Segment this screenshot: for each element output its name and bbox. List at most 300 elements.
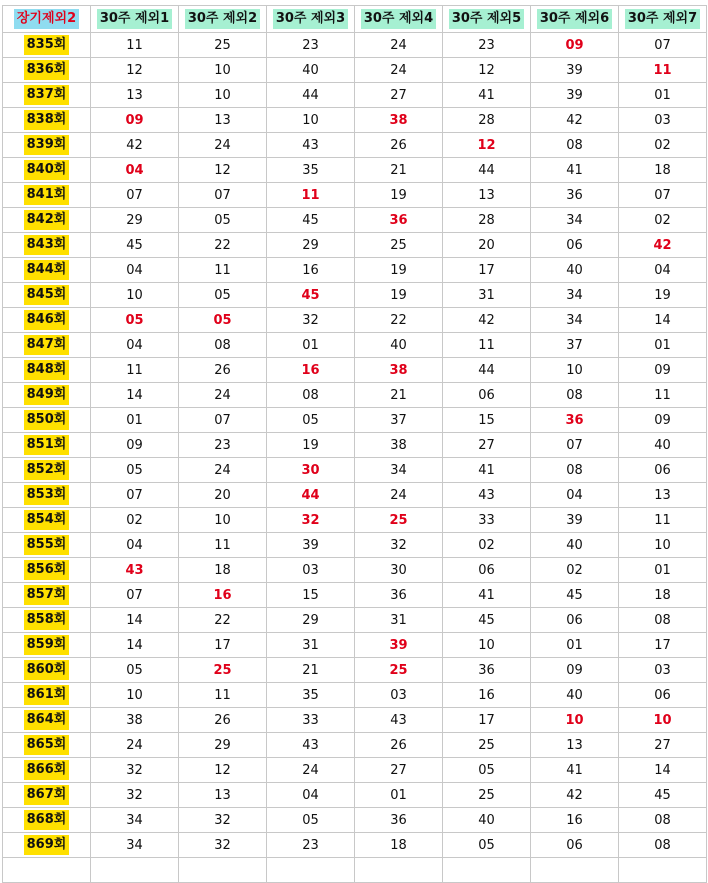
number-cell (91, 808, 179, 833)
number-value: 02 (126, 512, 143, 528)
number-value: 17 (478, 262, 495, 278)
number-value: 45 (654, 787, 671, 803)
number-cell (355, 458, 443, 483)
number-cell (531, 758, 619, 783)
round-label: 866회 (24, 760, 70, 780)
highlighted-number: 09 (565, 37, 584, 53)
number-value: 01 (654, 562, 671, 578)
round-cell (3, 133, 91, 158)
number-value: 22 (390, 312, 407, 328)
number-value: 30 (390, 562, 407, 578)
number-cell (267, 333, 355, 358)
table-row (3, 333, 707, 358)
number-cell (179, 583, 267, 608)
round-cell (3, 58, 91, 83)
number-value: 43 (302, 737, 319, 753)
number-cell (355, 133, 443, 158)
number-cell (91, 708, 179, 733)
number-cell (619, 658, 707, 683)
number-value: 13 (126, 87, 143, 103)
number-cell (267, 558, 355, 583)
number-cell (443, 533, 531, 558)
number-value: 38 (126, 712, 143, 728)
number-value: 05 (302, 412, 319, 428)
number-value: 26 (214, 362, 231, 378)
number-value: 43 (302, 137, 319, 153)
number-cell (443, 133, 531, 158)
number-value: 25 (214, 37, 231, 53)
header-row (3, 6, 707, 33)
number-cell (267, 408, 355, 433)
round-cell (3, 633, 91, 658)
round-label: 868회 (24, 810, 70, 830)
number-cell (267, 683, 355, 708)
number-value: 36 (390, 812, 407, 828)
number-cell (91, 108, 179, 133)
table-row (3, 458, 707, 483)
header-30w-exclusion-7 (619, 6, 707, 33)
number-value: 08 (654, 812, 671, 828)
table-row (3, 708, 707, 733)
number-value: 14 (654, 762, 671, 778)
number-cell (91, 158, 179, 183)
number-value: 17 (214, 637, 231, 653)
number-value: 36 (390, 587, 407, 603)
number-cell (619, 708, 707, 733)
round-cell (3, 108, 91, 133)
number-cell (91, 308, 179, 333)
number-cell (355, 583, 443, 608)
number-cell (91, 458, 179, 483)
number-cell (355, 608, 443, 633)
table-row (3, 483, 707, 508)
number-value: 03 (654, 662, 671, 678)
number-value: 40 (478, 812, 495, 828)
number-value: 16 (302, 262, 319, 278)
number-value: 01 (390, 787, 407, 803)
number-cell (619, 583, 707, 608)
number-value: 29 (302, 612, 319, 628)
number-cell (531, 783, 619, 808)
round-label: 864회 (24, 710, 70, 730)
number-cell (267, 433, 355, 458)
number-value: 31 (390, 612, 407, 628)
number-cell (531, 58, 619, 83)
number-value: 01 (654, 337, 671, 353)
number-value: 02 (478, 537, 495, 553)
number-value: 18 (654, 162, 671, 178)
table-row (3, 633, 707, 658)
empty-cell (3, 858, 91, 883)
number-value: 32 (126, 762, 143, 778)
number-cell (443, 108, 531, 133)
round-label: 859회 (24, 635, 70, 655)
number-value: 10 (214, 62, 231, 78)
highlighted-number: 11 (301, 187, 320, 203)
number-value: 06 (566, 612, 583, 628)
number-value: 36 (566, 187, 583, 203)
number-cell (531, 533, 619, 558)
number-value: 24 (302, 762, 319, 778)
number-cell (179, 458, 267, 483)
number-cell (179, 333, 267, 358)
table-row (3, 608, 707, 633)
number-cell (355, 483, 443, 508)
number-cell (267, 108, 355, 133)
number-value: 07 (566, 437, 583, 453)
header-label: 30주 제외3 (273, 9, 348, 29)
number-cell (531, 233, 619, 258)
number-cell (531, 383, 619, 408)
number-value: 41 (566, 162, 583, 178)
number-value: 40 (566, 262, 583, 278)
number-cell (179, 183, 267, 208)
number-value: 23 (302, 837, 319, 853)
round-cell (3, 608, 91, 633)
number-cell (91, 183, 179, 208)
number-cell (355, 83, 443, 108)
number-cell (443, 558, 531, 583)
number-value: 14 (126, 637, 143, 653)
number-cell (619, 508, 707, 533)
number-value: 45 (302, 212, 319, 228)
number-cell (91, 583, 179, 608)
number-value: 29 (302, 237, 319, 253)
number-value: 07 (214, 187, 231, 203)
number-cell (619, 208, 707, 233)
number-value: 09 (566, 662, 583, 678)
number-cell (179, 208, 267, 233)
highlighted-number: 39 (389, 637, 408, 653)
round-label: 858회 (24, 610, 70, 630)
number-value: 05 (478, 762, 495, 778)
round-cell (3, 533, 91, 558)
number-value: 07 (214, 412, 231, 428)
number-value: 10 (478, 637, 495, 653)
round-label: 869회 (24, 835, 70, 855)
number-value: 01 (302, 337, 319, 353)
round-cell (3, 233, 91, 258)
number-cell (619, 133, 707, 158)
highlighted-number: 05 (213, 312, 232, 328)
round-cell (3, 833, 91, 858)
header-label: 30주 제외7 (625, 9, 700, 29)
round-label: 835회 (24, 35, 70, 55)
round-label: 848회 (24, 360, 70, 380)
number-cell (443, 258, 531, 283)
number-cell (619, 733, 707, 758)
number-cell (443, 458, 531, 483)
number-value: 03 (390, 687, 407, 703)
table-row (3, 833, 707, 858)
number-cell (179, 608, 267, 633)
number-cell (267, 583, 355, 608)
number-cell (179, 558, 267, 583)
number-cell (267, 533, 355, 558)
number-cell (179, 433, 267, 458)
number-cell (443, 433, 531, 458)
table-row (3, 758, 707, 783)
number-cell (355, 558, 443, 583)
number-value: 10 (126, 687, 143, 703)
round-cell (3, 483, 91, 508)
round-label: 865회 (24, 735, 70, 755)
number-value: 18 (390, 837, 407, 853)
number-cell (619, 333, 707, 358)
round-cell (3, 83, 91, 108)
number-value: 04 (302, 787, 319, 803)
empty-cell (91, 858, 179, 883)
table-row (3, 133, 707, 158)
number-value: 09 (126, 437, 143, 453)
round-cell (3, 733, 91, 758)
number-value: 40 (566, 687, 583, 703)
number-cell (619, 58, 707, 83)
number-cell (531, 33, 619, 58)
round-label: 846회 (24, 310, 70, 330)
number-value: 34 (126, 837, 143, 853)
round-label: 839회 (24, 135, 70, 155)
round-label: 842회 (24, 210, 70, 230)
number-value: 23 (478, 37, 495, 53)
number-cell (179, 533, 267, 558)
number-cell (91, 658, 179, 683)
round-label: 850회 (24, 410, 70, 430)
number-cell (91, 258, 179, 283)
number-cell (619, 408, 707, 433)
empty-cell (355, 858, 443, 883)
number-cell (531, 558, 619, 583)
number-value: 33 (478, 512, 495, 528)
round-label: 854회 (24, 510, 70, 530)
round-label: 851회 (24, 435, 70, 455)
round-label: 855회 (24, 535, 70, 555)
number-cell (619, 158, 707, 183)
number-cell (179, 358, 267, 383)
number-cell (179, 833, 267, 858)
number-cell (443, 783, 531, 808)
number-value: 24 (214, 387, 231, 403)
number-cell (619, 108, 707, 133)
number-value: 22 (214, 237, 231, 253)
number-value: 25 (478, 787, 495, 803)
highlighted-number: 10 (653, 712, 672, 728)
number-value: 11 (126, 362, 143, 378)
number-cell (179, 108, 267, 133)
empty-cell (443, 858, 531, 883)
number-cell (355, 183, 443, 208)
number-cell (531, 433, 619, 458)
exclusion-number-table (2, 5, 707, 883)
round-cell (3, 683, 91, 708)
number-value: 04 (566, 487, 583, 503)
number-value: 07 (654, 187, 671, 203)
number-cell (531, 808, 619, 833)
number-cell (531, 583, 619, 608)
number-cell (91, 408, 179, 433)
number-cell (91, 508, 179, 533)
number-cell (267, 33, 355, 58)
number-value: 42 (478, 312, 495, 328)
number-cell (179, 258, 267, 283)
round-label: 861회 (24, 685, 70, 705)
table-row (3, 583, 707, 608)
number-cell (91, 608, 179, 633)
number-cell (91, 83, 179, 108)
number-value: 22 (214, 612, 231, 628)
number-cell (443, 683, 531, 708)
highlighted-number: 25 (389, 662, 408, 678)
number-cell (267, 658, 355, 683)
number-cell (91, 533, 179, 558)
highlighted-number: 16 (213, 587, 232, 603)
number-cell (355, 283, 443, 308)
round-label: 853회 (24, 485, 70, 505)
number-cell (267, 633, 355, 658)
number-cell (91, 33, 179, 58)
highlighted-number: 36 (565, 412, 584, 428)
number-cell (443, 208, 531, 233)
number-value: 27 (390, 762, 407, 778)
number-value: 10 (566, 362, 583, 378)
number-cell (267, 58, 355, 83)
number-value: 44 (478, 362, 495, 378)
number-value: 08 (654, 612, 671, 628)
number-cell (91, 433, 179, 458)
number-value: 08 (566, 387, 583, 403)
number-cell (531, 258, 619, 283)
number-value: 31 (478, 287, 495, 303)
round-cell (3, 408, 91, 433)
number-cell (179, 708, 267, 733)
number-value: 19 (390, 287, 407, 303)
number-cell (355, 58, 443, 83)
number-cell (91, 233, 179, 258)
table-row (3, 658, 707, 683)
number-value: 21 (390, 387, 407, 403)
number-value: 06 (478, 562, 495, 578)
number-cell (179, 758, 267, 783)
number-value: 17 (654, 637, 671, 653)
number-cell (531, 108, 619, 133)
number-value: 12 (214, 762, 231, 778)
number-value: 13 (566, 737, 583, 753)
number-cell (355, 833, 443, 858)
number-cell (619, 433, 707, 458)
number-value: 04 (126, 337, 143, 353)
highlighted-number: 38 (389, 112, 408, 128)
header-long-exclusion (3, 6, 91, 33)
number-cell (267, 183, 355, 208)
number-value: 13 (214, 112, 231, 128)
number-cell (443, 308, 531, 333)
number-cell (619, 808, 707, 833)
highlighted-number: 11 (653, 62, 672, 78)
number-value: 01 (566, 637, 583, 653)
number-value: 20 (214, 487, 231, 503)
number-cell (619, 383, 707, 408)
highlighted-number: 43 (125, 562, 144, 578)
number-cell (531, 358, 619, 383)
number-value: 32 (126, 787, 143, 803)
table-row (3, 233, 707, 258)
number-cell (443, 508, 531, 533)
number-value: 42 (566, 787, 583, 803)
number-value: 24 (390, 62, 407, 78)
number-value: 32 (390, 537, 407, 553)
number-value: 08 (566, 462, 583, 478)
number-value: 19 (390, 262, 407, 278)
number-cell (91, 833, 179, 858)
number-value: 24 (126, 737, 143, 753)
round-cell (3, 558, 91, 583)
number-value: 34 (126, 812, 143, 828)
round-cell (3, 183, 91, 208)
number-cell (619, 783, 707, 808)
number-value: 39 (566, 62, 583, 78)
number-value: 05 (214, 212, 231, 228)
number-value: 06 (566, 237, 583, 253)
number-cell (267, 158, 355, 183)
number-cell (443, 83, 531, 108)
highlighted-number: 16 (301, 362, 320, 378)
number-value: 43 (390, 712, 407, 728)
number-value: 27 (390, 87, 407, 103)
number-value: 29 (214, 737, 231, 753)
number-value: 34 (390, 462, 407, 478)
number-value: 42 (126, 137, 143, 153)
number-cell (267, 733, 355, 758)
number-cell (443, 633, 531, 658)
number-cell (531, 833, 619, 858)
number-value: 09 (654, 412, 671, 428)
number-cell (531, 83, 619, 108)
number-value: 45 (478, 612, 495, 628)
number-value: 04 (126, 262, 143, 278)
number-cell (443, 58, 531, 83)
number-cell (179, 383, 267, 408)
highlighted-number: 45 (301, 287, 320, 303)
round-label: 840회 (24, 160, 70, 180)
header-30w-exclusion-4 (355, 6, 443, 33)
round-cell (3, 258, 91, 283)
number-value: 41 (478, 87, 495, 103)
number-value: 13 (654, 487, 671, 503)
number-value: 28 (478, 112, 495, 128)
number-cell (619, 833, 707, 858)
number-cell (267, 233, 355, 258)
number-value: 34 (566, 212, 583, 228)
highlighted-number: 30 (301, 462, 320, 478)
round-cell (3, 158, 91, 183)
number-value: 12 (214, 162, 231, 178)
highlighted-number: 38 (389, 362, 408, 378)
number-cell (619, 33, 707, 58)
number-cell (619, 258, 707, 283)
number-cell (355, 333, 443, 358)
number-cell (355, 308, 443, 333)
number-cell (179, 808, 267, 833)
highlighted-number: 05 (125, 312, 144, 328)
number-value: 09 (654, 362, 671, 378)
number-value: 07 (654, 37, 671, 53)
number-cell (267, 283, 355, 308)
number-value: 31 (302, 637, 319, 653)
empty-cell (531, 858, 619, 883)
number-cell (267, 508, 355, 533)
number-value: 25 (390, 237, 407, 253)
number-value: 19 (302, 437, 319, 453)
